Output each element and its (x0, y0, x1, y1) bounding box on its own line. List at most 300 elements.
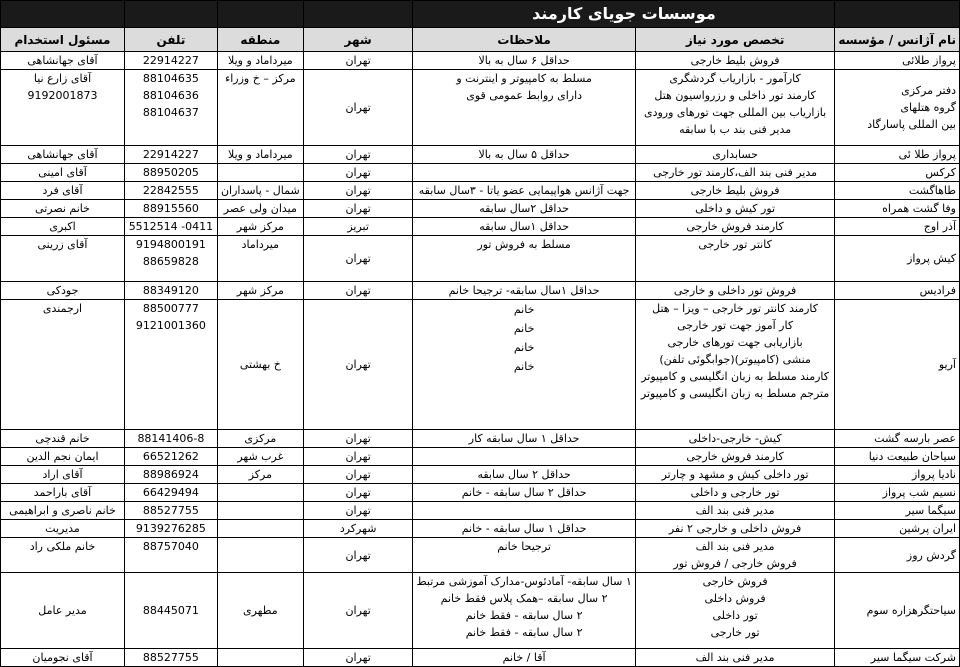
header-agency: نام آژانس / مؤسسه (835, 28, 960, 52)
phone-text: 88500777 (142, 302, 199, 315)
cell-specialty (635, 146, 835, 164)
specialty-text: فروش تور داخلی و خارجی (673, 284, 797, 297)
contact-text: آقای امینی (38, 166, 87, 179)
cell-specialty (635, 502, 835, 520)
specialty-text: کانتر تور خارجی (698, 238, 772, 251)
table-row (1, 538, 960, 573)
cell-region (217, 218, 303, 236)
cell-notes (413, 466, 635, 484)
city-text: تهران (345, 166, 371, 179)
agency-text: فرادیس (919, 284, 956, 297)
notes-text: ترجیحا خانم (497, 540, 551, 553)
cell-phone (125, 164, 218, 182)
phone-text: 88757040 (142, 540, 199, 553)
cell-phone (125, 573, 218, 649)
region-text: مرکزی (244, 432, 277, 445)
cell-notes (413, 430, 635, 448)
contact-text: 9192001873 (27, 89, 98, 102)
city-text: تهران (345, 148, 371, 161)
cell-specialty (635, 70, 835, 146)
contact-text: آقای زارع نیا (33, 72, 92, 85)
specialty-text: تور خارجی و داخلی (690, 486, 780, 499)
cell-city (303, 236, 413, 282)
cell-region (217, 200, 303, 218)
city-text: تهران (345, 604, 371, 617)
cell-city (303, 430, 413, 448)
phone-text: 88141406-8 (137, 432, 205, 445)
cell-agency (835, 52, 960, 70)
city-text: تبریز (347, 220, 369, 233)
cell-agency (835, 182, 960, 200)
contact-text: مدیر عامل (38, 604, 87, 617)
notes-text: مسلط به فروش تور (477, 238, 571, 251)
notes-text: ۱ سال سابقه- آمادئوس-مدارک آموزشی مرتبط (416, 575, 632, 588)
cell-contact (1, 649, 125, 667)
table-row (1, 70, 960, 146)
cell-notes (413, 484, 635, 502)
specialty-text: کارمند مسلط به زبان انگلیسی و کامپیوتر (641, 370, 829, 383)
table-row (1, 236, 960, 282)
cell-region (217, 52, 303, 70)
specialty-text: فروش داخلی (704, 592, 766, 605)
cell-region (217, 466, 303, 484)
cell-region (217, 430, 303, 448)
cell-specialty (635, 300, 835, 430)
table-row (1, 182, 960, 200)
specialty-text: تور خارجی (710, 626, 760, 639)
contact-text: خانم ملکی راد (29, 540, 96, 553)
phone-text: 9139276285 (135, 522, 206, 535)
specialty-text: کار آموز جهت تور خارجی (677, 319, 794, 332)
region-text: خ بهشتی (239, 358, 281, 371)
cell-city (303, 52, 413, 70)
region-text: مرکز (248, 468, 272, 481)
agency-text: شرکت سیگما سیر (870, 651, 956, 664)
notes-text: آقا / خانم (502, 651, 546, 664)
cell-phone (125, 466, 218, 484)
cell-phone (125, 538, 218, 573)
region-text: مطهری (243, 604, 278, 617)
cell-contact (1, 146, 125, 164)
city-text: تهران (345, 432, 371, 445)
table-row (1, 300, 960, 430)
specialty-text: فروش خارجی (702, 575, 768, 588)
cell-city (303, 649, 413, 667)
cell-region (217, 448, 303, 466)
notes-text: حداقل ۱سال سابقه- ترجیحا خانم (448, 284, 600, 297)
notes-text: حداقل ۱ سال سابقه کار (468, 432, 580, 445)
cell-contact (1, 300, 125, 430)
cell-notes (413, 520, 635, 538)
notes-text: ۲ سال سابقه - فقط خانم (465, 609, 583, 622)
table-row (1, 218, 960, 236)
city-text: تهران (345, 548, 371, 562)
agency-text: کرکس (925, 166, 956, 179)
cell-contact (1, 573, 125, 649)
agency-text: نادیا پرواز (911, 468, 956, 481)
cell-agency (835, 300, 960, 430)
cell-notes (413, 182, 635, 200)
cell-specialty (635, 52, 835, 70)
cell-contact (1, 520, 125, 538)
cell-notes (413, 502, 635, 520)
region-text: میرداماد (241, 238, 280, 251)
cell-notes (413, 448, 635, 466)
specialty-text: تور داخلی کیش و مشهد و چارتر (661, 468, 809, 481)
cell-phone (125, 200, 218, 218)
cell-city (303, 573, 413, 649)
specialty-text: مدیر فنی بند الف (695, 504, 775, 517)
title-dark-cell (217, 1, 303, 28)
city-text: شهرکرد (339, 522, 377, 535)
cell-specialty (635, 430, 835, 448)
notes-text: حداقل ۲سال سابقه (479, 202, 570, 215)
specialty-text: کارمند فروش خارجی (686, 220, 784, 233)
cell-region (217, 649, 303, 667)
notes-text: حداقل ۵ سال به بالا (478, 148, 570, 161)
cell-contact (1, 70, 125, 146)
cell-city (303, 182, 413, 200)
title-dark-cell (1, 1, 125, 28)
region-text: شمال - پاسداران (220, 184, 300, 197)
cell-contact (1, 538, 125, 573)
contact-text: آقای جهانشاهی (27, 54, 98, 67)
cell-specialty (635, 182, 835, 200)
specialty-text: منشی (کامپیوتر)(جوابگوئی تلفن) (659, 353, 811, 366)
cell-contact (1, 164, 125, 182)
header-contact: مسئول استخدام (1, 28, 125, 52)
cell-agency (835, 466, 960, 484)
region-text: مرکز شهر (236, 220, 284, 233)
header-city: شهر (303, 28, 413, 52)
phone-text: 9121001360 (135, 319, 206, 332)
specialty-text: فروش بلیط خارجی (690, 54, 780, 67)
notes-text: خانم (513, 360, 535, 373)
cell-specialty (635, 649, 835, 667)
title-row (1, 1, 960, 28)
notes-text: دارای روابط عمومی قوی (466, 89, 583, 102)
header-row (1, 28, 960, 52)
contact-text: آقای باراحمد (33, 486, 92, 499)
notes-text: ۲ سال سابقه –همک پلاس فقط خانم (440, 592, 608, 605)
notes-text: خانم (513, 303, 535, 316)
cell-agency (835, 649, 960, 667)
cell-region (217, 502, 303, 520)
cell-phone (125, 218, 218, 236)
agency-text: سیگما سیر (905, 504, 956, 517)
cell-region (217, 164, 303, 182)
cell-region (217, 236, 303, 282)
table-row (1, 52, 960, 70)
cell-phone (125, 502, 218, 520)
cell-notes (413, 538, 635, 573)
cell-agency (835, 236, 960, 282)
cell-notes (413, 282, 635, 300)
cell-phone (125, 520, 218, 538)
contact-text: آقای زرینی (37, 238, 88, 251)
cell-city (303, 520, 413, 538)
phone-text: 88104637 (142, 106, 199, 119)
agency-text: ایران پرشین (899, 522, 956, 535)
cell-notes (413, 52, 635, 70)
cell-notes (413, 236, 635, 282)
agency-text: نسیم شب پرواز (882, 486, 956, 499)
notes-text: ۲ سال سابقه - فقط خانم (465, 626, 583, 639)
specialty-text: مترجم مسلط به زبان انگلیسی و کامپیوتر (640, 387, 830, 400)
agency-text: پرواز طلائی (902, 54, 956, 67)
title-dark-cell (835, 1, 960, 28)
header-notes: ملاحظات (413, 28, 635, 52)
cell-agency (835, 520, 960, 538)
contact-text: خانم نصرتی (35, 202, 90, 215)
cell-phone (125, 146, 218, 164)
table-row (1, 282, 960, 300)
specialty-text: کیش- خارجی-داخلی (688, 432, 782, 445)
cell-contact (1, 182, 125, 200)
specialty-text: کارمند فروش خارجی (686, 450, 784, 463)
cell-phone (125, 70, 218, 146)
cell-city (303, 218, 413, 236)
specialty-text: تور کیش و داخلی (695, 202, 776, 215)
cell-phone (125, 52, 218, 70)
cell-phone (125, 236, 218, 282)
notes-text: حداقل ۲ سال سابقه - خانم (461, 486, 587, 499)
cell-notes (413, 218, 635, 236)
region-text: مرکز شهر (236, 284, 284, 297)
agency-text: گروه هتلهای (900, 101, 956, 114)
specialty-text: تور داخلی (712, 609, 758, 622)
cell-specialty (635, 448, 835, 466)
phone-text: 22914227 (142, 148, 199, 161)
specialty-text: مدیر فنی بند الف (695, 540, 775, 553)
cell-notes (413, 164, 635, 182)
cell-specialty (635, 520, 835, 538)
table-row (1, 484, 960, 502)
contact-text: اکبری (49, 220, 76, 233)
table-row (1, 448, 960, 466)
cell-contact (1, 52, 125, 70)
cell-specialty (635, 236, 835, 282)
cell-city (303, 466, 413, 484)
city-text: تهران (345, 54, 371, 67)
cell-contact (1, 282, 125, 300)
specialty-text: حسابداری (712, 148, 758, 161)
cell-notes (413, 300, 635, 430)
cell-city (303, 538, 413, 573)
agency-text: طاهاگشت (908, 184, 956, 197)
notes-text: حداقل ۱ سال سابقه - خانم (461, 522, 587, 535)
agency-text: گردش روز (906, 548, 956, 562)
page-title: موسسات جویای کارمند (413, 1, 835, 28)
cell-phone (125, 300, 218, 430)
cell-notes (413, 146, 635, 164)
cell-phone (125, 484, 218, 502)
agency-text: پرواز طلا ئی (898, 148, 956, 161)
specialty-text: فروش داخلی و خارجی ۲ نفر (668, 522, 802, 535)
specialty-text: کارآمور - بازاریاب گردشگری (669, 72, 801, 85)
cell-region (217, 300, 303, 430)
city-text: تهران (345, 252, 371, 265)
cell-contact (1, 200, 125, 218)
header-specialty: تخصص مورد نیاز (635, 28, 835, 52)
cell-phone (125, 448, 218, 466)
notes-text: مسلط به کامپیوتر و اینترنت و (456, 72, 592, 85)
phone-text: 88104636 (142, 89, 199, 102)
phone-text: 88659828 (142, 255, 199, 268)
phone-text: 88986924 (142, 468, 199, 481)
phone-text: 9194800191 (135, 238, 206, 251)
phone-text: 0411- 5512514 (128, 220, 214, 233)
cell-contact (1, 448, 125, 466)
cell-region (217, 282, 303, 300)
contact-text: خانم ناصری و ابراهیمی (9, 504, 116, 517)
header-phone: تلفن (125, 28, 218, 52)
phone-text: 88445071 (142, 604, 199, 617)
cell-agency (835, 430, 960, 448)
cell-agency (835, 200, 960, 218)
contact-text: خانم قندچی (35, 432, 90, 445)
cell-specialty (635, 573, 835, 649)
cell-region (217, 182, 303, 200)
notes-text: حداقل ۶ سال به بالا (478, 54, 570, 67)
cell-agency (835, 218, 960, 236)
cell-region (217, 484, 303, 502)
notes-text: جهت آژانس هواپیمایی عضو یاتا - ۳سال سابقه (418, 184, 630, 197)
region-text: میرداماد و ویلا (228, 148, 293, 161)
notes-text: حداقل ۱سال سابقه (479, 220, 570, 233)
cell-notes (413, 649, 635, 667)
city-text: تهران (345, 101, 371, 114)
cell-contact (1, 236, 125, 282)
cell-notes (413, 573, 635, 649)
specialty-text: کارمند کانتر تور خارجی – ویزا – هتل (652, 302, 818, 315)
agency-text: وفا گشت همراه (882, 202, 956, 215)
cell-contact (1, 218, 125, 236)
cell-city (303, 484, 413, 502)
cell-city (303, 164, 413, 182)
title-dark-cell (125, 1, 218, 28)
city-text: تهران (345, 468, 371, 481)
phone-text: 22842555 (142, 184, 199, 197)
notes-text: حداقل ۲ سال سابقه (477, 468, 571, 481)
cell-agency (835, 502, 960, 520)
cell-city (303, 200, 413, 218)
cell-agency (835, 538, 960, 573)
phone-text: 88527755 (142, 651, 199, 664)
cell-contact (1, 502, 125, 520)
specialty-text: کارمند تور داخلی و رزرواسیون هتل (654, 89, 816, 102)
contact-text: آقای جهانشاهی (27, 148, 98, 161)
cell-agency (835, 484, 960, 502)
specialty-text: مدیر فنی بند الف (695, 651, 775, 664)
cell-city (303, 282, 413, 300)
cell-specialty (635, 200, 835, 218)
cell-city (303, 448, 413, 466)
contact-text: آقای نجومیان (32, 651, 93, 664)
specialty-text: مدیر فنی بند ب با سابقه (679, 123, 792, 136)
region-text: مرکز – خ وزراء (225, 72, 296, 85)
specialty-text: بازاریابی جهت تورهای خارجی (667, 336, 803, 349)
table-row (1, 430, 960, 448)
cell-city (303, 70, 413, 146)
city-text: تهران (345, 202, 371, 215)
agency-text: بین المللی پاسارگاد (867, 118, 956, 131)
city-text: تهران (345, 450, 371, 463)
region-text: میرداماد و ویلا (228, 54, 293, 67)
cell-city (303, 502, 413, 520)
agency-text: عصر بارسه گشت (874, 432, 956, 445)
city-text: تهران (345, 651, 371, 664)
table-row (1, 164, 960, 182)
phone-text: 88349120 (142, 284, 199, 297)
cell-agency (835, 448, 960, 466)
city-text: تهران (345, 504, 371, 517)
cell-agency (835, 70, 960, 146)
cell-specialty (635, 164, 835, 182)
cell-phone (125, 649, 218, 667)
table-row (1, 573, 960, 649)
contact-text: ایمان نجم الدین (26, 450, 99, 463)
notes-text: خانم (513, 322, 535, 335)
cell-phone (125, 430, 218, 448)
contact-text: جودکی (46, 284, 79, 297)
region-text: غرب شهر (237, 450, 284, 463)
agency-text: آریو (938, 358, 956, 371)
cell-agency (835, 573, 960, 649)
cell-region (217, 146, 303, 164)
table-row (1, 200, 960, 218)
cell-agency (835, 146, 960, 164)
city-text: تهران (345, 184, 371, 197)
phone-text: 66429494 (142, 486, 199, 499)
contact-text: آقای اراد (42, 468, 83, 481)
phone-text: 88950205 (142, 166, 199, 179)
region-text: میدان ولی عصر (223, 202, 297, 215)
cell-phone (125, 282, 218, 300)
specialty-text: بازاریاب بین المللی جهت تورهای ورودی (643, 106, 827, 119)
cell-notes (413, 200, 635, 218)
table-row (1, 502, 960, 520)
contact-text: آقای فرد (42, 184, 83, 197)
notes-text: خانم (513, 341, 535, 354)
header-region: منطقه (217, 28, 303, 52)
cell-region (217, 70, 303, 146)
cell-region (217, 573, 303, 649)
title-dark-cell (303, 1, 413, 28)
phone-text: 88915560 (142, 202, 199, 215)
agency-text: کیش پرواز (907, 252, 956, 265)
cell-region (217, 538, 303, 573)
agency-text: سیاحان طبیعت دنیا (868, 450, 956, 463)
cell-specialty (635, 218, 835, 236)
cell-agency (835, 164, 960, 182)
specialty-text: فروش خارجی / فروش تور (673, 557, 797, 570)
phone-text: 88527755 (142, 504, 199, 517)
cell-specialty (635, 484, 835, 502)
cell-notes (413, 70, 635, 146)
specialty-text: مدیر فنی بند الف،کارمند تور خارجی (653, 166, 818, 179)
city-text: تهران (345, 284, 371, 297)
specialty-text: فروش بلیط خارجی (690, 184, 780, 197)
table-row (1, 649, 960, 667)
agency-text: سیاحتگرهزاره سوم (866, 604, 956, 617)
cell-contact (1, 484, 125, 502)
cell-contact (1, 430, 125, 448)
cell-specialty (635, 466, 835, 484)
cell-specialty (635, 282, 835, 300)
city-text: تهران (345, 358, 371, 371)
cell-contact (1, 466, 125, 484)
